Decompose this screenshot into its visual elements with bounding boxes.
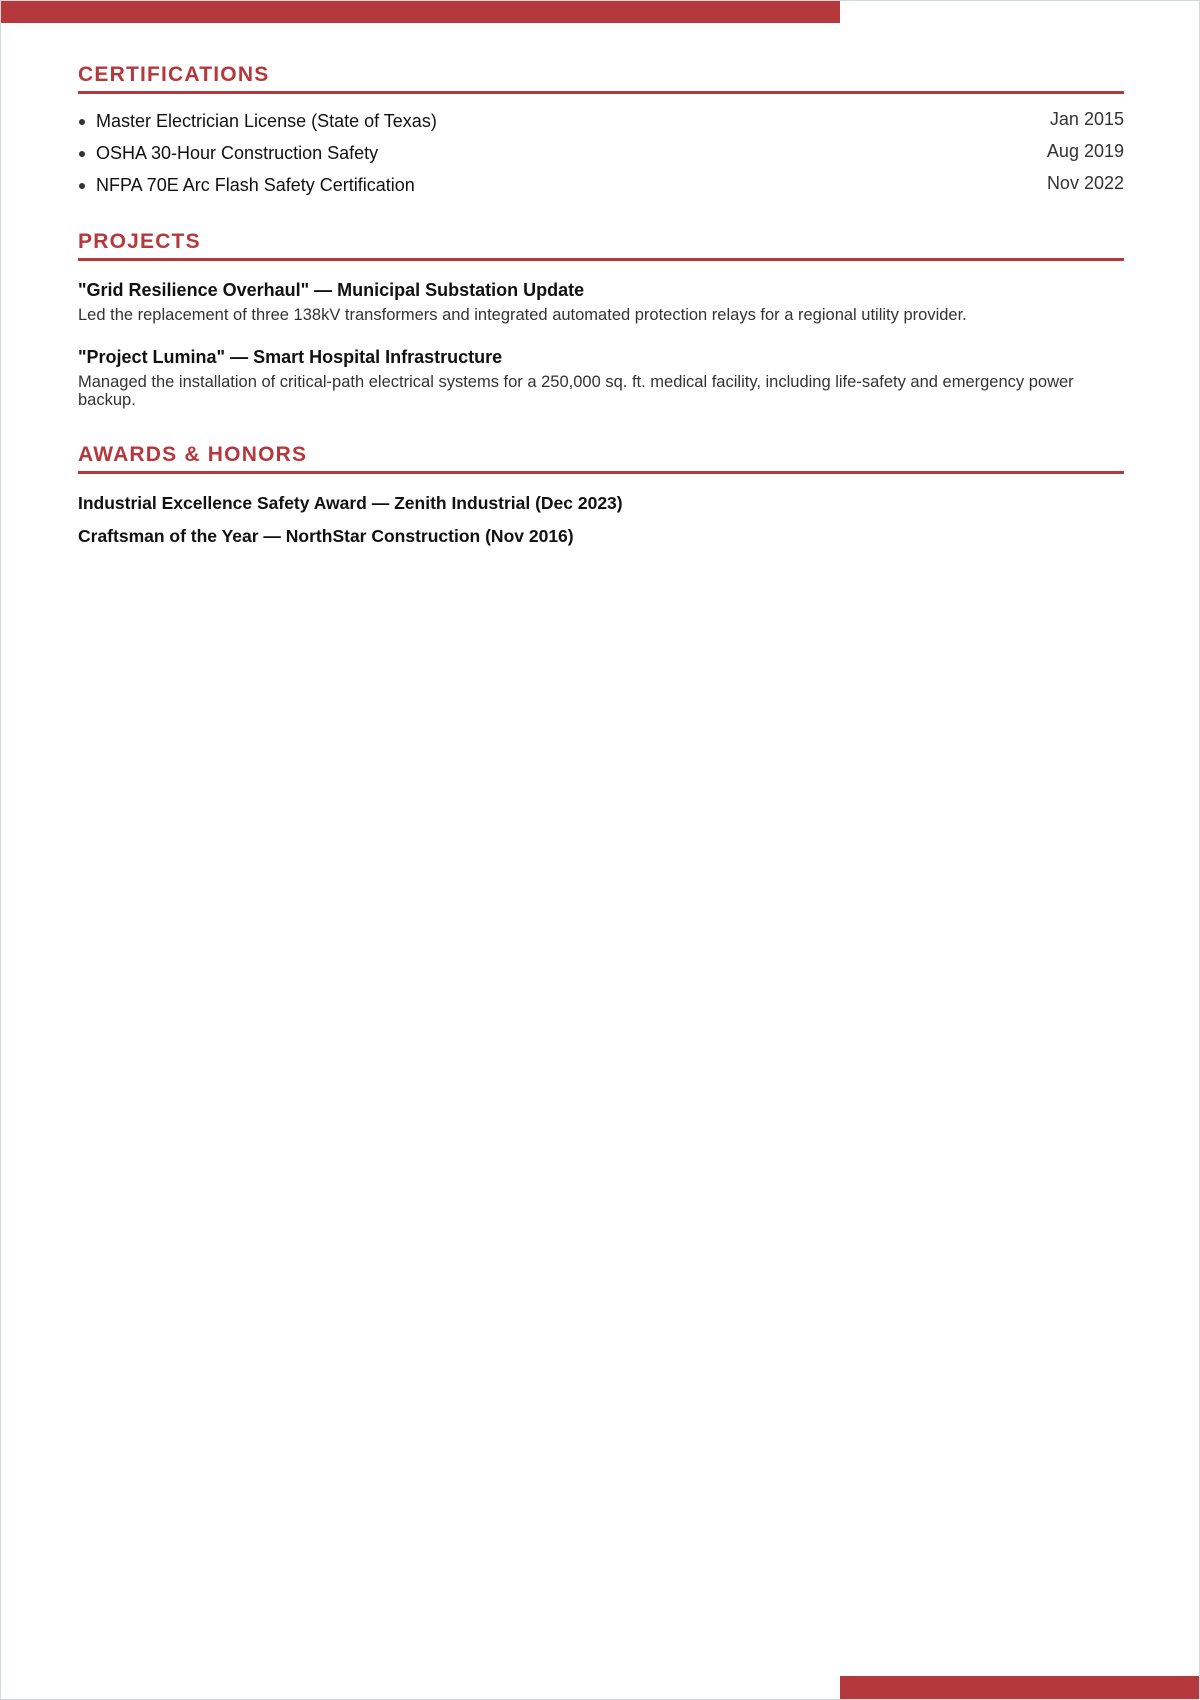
- awards-section: [78, 439, 1124, 548]
- bullet-icon: [79, 151, 85, 157]
- certifications-list: [78, 108, 1124, 204]
- award-item: Craftsman of the Year — NorthStar Construction (Nov 2016): [78, 526, 574, 546]
- certification-item: [78, 172, 1124, 204]
- certification-date: Nov 2022: [1046, 173, 1124, 193]
- projects-section: [78, 226, 1124, 409]
- certification-name: OSHA 30-Hour Construction Safety: [96, 143, 379, 163]
- projects-heading: PROJECTS: [78, 230, 201, 253]
- project-item: [78, 345, 1124, 409]
- certification-date: Jan 2015: [1049, 109, 1124, 129]
- resume-content: [78, 59, 1124, 548]
- projects-divider: [78, 258, 1124, 261]
- project-title: "Project Lumina" — Smart Hospital Infrastructure: [78, 347, 503, 367]
- award-item: Industrial Excellence Safety Award — Zenith Industrial (Dec 2023): [78, 493, 623, 513]
- project-description: Led the replacement of three 138kV transformers and integrated automated protection relays for a regional utility provider.: [78, 306, 967, 324]
- project-item: [78, 278, 1124, 324]
- bullet-icon: [79, 183, 85, 189]
- project-title: "Grid Resilience Overhaul" — Municipal Substation Update: [78, 280, 585, 300]
- awards-divider: [78, 471, 1124, 474]
- awards-heading: AWARDS & HONORS: [78, 443, 308, 466]
- project-description: Managed the installation of critical-path electrical systems for a 250,000 sq. ft. medical facility, including life-safety and emergency power backup.: [78, 373, 1074, 409]
- top-accent-bar: [1, 1, 840, 23]
- certification-name: NFPA 70E Arc Flash Safety Certification: [96, 175, 415, 195]
- certifications-divider: [78, 91, 1124, 94]
- certification-item: [78, 108, 1124, 140]
- bottom-accent-bar: [840, 1676, 1200, 1700]
- certification-item: [78, 140, 1124, 172]
- certifications-section: [78, 59, 1124, 204]
- certification-name: Master Electrician License (State of Texas): [96, 111, 437, 131]
- bullet-icon: [79, 119, 85, 125]
- certifications-heading: CERTIFICATIONS: [78, 63, 270, 86]
- certification-date: Aug 2019: [1046, 141, 1124, 161]
